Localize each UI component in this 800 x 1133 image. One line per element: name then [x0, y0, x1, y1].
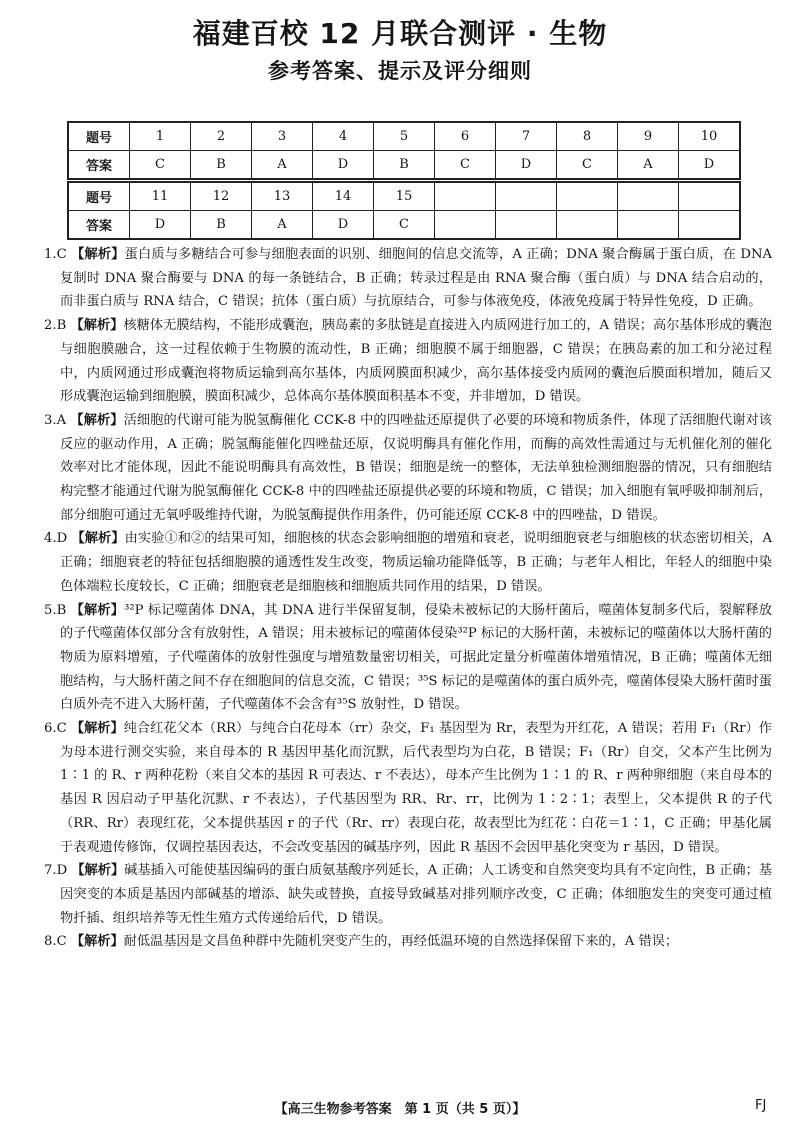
item-number: 5.B — [44, 602, 67, 618]
table-cell — [435, 211, 496, 240]
answer-header: 答案 — [68, 151, 130, 180]
table-cell: C — [130, 151, 191, 180]
table-cell — [557, 182, 618, 211]
table-cell: D — [313, 211, 374, 240]
explanation-item — [44, 599, 772, 718]
analysis-tag: 【解析】 — [70, 934, 124, 950]
table-cell: C — [374, 211, 435, 240]
explanation-item — [44, 243, 772, 314]
answer-header: 答案 — [68, 211, 130, 240]
table-cell: 7 — [496, 122, 557, 151]
item-text: 碱基插入可能使基因编码的蛋白质氨基酸序列延长，A 正确；人工诱变和自然突变均具有不定向性，B 正确；基因突变的本质是基因内部碱基的增添、缺失或替换，直接导致碱基对排列顺序改变，C 正确；体细胞发生的突变可通过植物扦插、组织培养等无性生殖方式传递给后代，D 错误。 — [60, 863, 772, 926]
analysis-tag: 【解析】 — [70, 721, 124, 737]
analysis-tag: 【解析】 — [71, 531, 125, 547]
item-number: 7.D — [44, 863, 68, 879]
table-cell: 2 — [191, 122, 252, 151]
table-cell: 1 — [130, 122, 191, 151]
table-cell: 11 — [130, 182, 191, 211]
table-cell: D — [496, 151, 557, 180]
footer-code: FJ — [755, 1098, 767, 1113]
question-number-header: 题号 — [68, 182, 130, 211]
table-row — [68, 151, 740, 180]
table-cell: 13 — [252, 182, 313, 211]
explanation-item — [44, 314, 772, 409]
table-cell: A — [252, 151, 313, 180]
table-cell: 9 — [618, 122, 679, 151]
explanation-item — [44, 930, 772, 954]
table-cell: 3 — [252, 122, 313, 151]
table-cell: D — [679, 151, 741, 180]
item-text: 耐低温基因是文昌鱼种群中先随机突变产生的，再经低温环境的自然选择保留下来的，A 错误； — [123, 934, 679, 950]
answer-table-2 — [67, 181, 741, 240]
table-cell — [679, 211, 741, 240]
table-cell: B — [374, 151, 435, 180]
table-cell — [618, 211, 679, 240]
explanation-item — [44, 527, 772, 598]
explanation-item — [44, 717, 772, 859]
table-row — [68, 211, 740, 240]
explanation-item — [44, 859, 772, 930]
table-cell: 5 — [374, 122, 435, 151]
table-cell: C — [435, 151, 496, 180]
item-text: 活细胞的代谢可能为脱氢酶催化 CCK-8 中的四唑盐还原提供了必要的环境和物质条件，体现了活细胞代谢对该反应的驱动作用，A 正确；脱氢酶能催化四唑盐还原，仅说明酶具有催化作用，而酶的高效性需通过与无机催化剂的催化效率对比才能体现，因此不能说明酶具有高效性，B 错误；细胞是统一的整体，无法单独检测细胞器的情况，只有细胞结构完整才能通过代谢为脱氢酶催化 CCK-8 中的四唑盐还原提供必要的环境和物质，C 错误；加入细胞有氧呼吸抑制剂后，部分细胞可通过无氧呼吸维持代谢，为脱氢酶提供作用条件，仍可能还原 CCK-8 中的四唑盐，D 错误。 — [60, 412, 772, 523]
page-subtitle: 参考答案、提示及评分细则 — [268, 59, 532, 83]
table-cell: 8 — [557, 122, 618, 151]
table-cell: 10 — [679, 122, 741, 151]
table-cell — [435, 182, 496, 211]
table-cell: C — [557, 151, 618, 180]
item-text: 蛋白质与多糖结合可参与细胞表面的识别、细胞间的信息交流等，A 正确；DNA 聚合酶属于蛋白质，在 DNA 复制时 DNA 聚合酶要与 DNA 的每一条链结合，B 正确；转录过程是由 RNA 聚合酶（蛋白质）与 DNA 结合启动的，而非蛋白质与 RNA 结合，C 错误；抗体（蛋白质）与抗原结合，可参与体液免疫，体液免疫属于特异性免疫，D 正确。 — [60, 247, 773, 310]
table-row — [68, 182, 740, 211]
item-number: 8.C — [44, 934, 67, 950]
table-cell: A — [618, 151, 679, 180]
item-text: 纯合红花父本（RR）与纯合白花母本（rr）杂交，F₁ 基因型为 Rr，表型为开红花，A 错误；若用 F₁（Rr）作为母本进行测交实验，来自母本的 R 基因甲基化而沉默，后代表型均为白花，B 错误；F₁（Rr）自交，父本产生比例为 1∶1 的 R、r 两种花粉（来自父本的基因 R 可表达、r 不表达），母本产生比例为 1∶1 的 R、r 两种卵细胞（来自母本的基因 R 因启动子甲基化沉默、r 不表达），子代基因型为 RR、Rr、rr，比例为 1∶2∶1；表型上，父本提供 R 的子代（RR、Rr）表现红花，父本提供基因 r 的子代（Rr、rr）表现白花，故表型比为红花∶白花＝1∶1，C 正确；甲基化属于表观遗传修饰，仅调控基因表达，不会改变基因的碱基序列，因此 R 基因不会因甲基化突变为 r 基因，D 错误。 — [60, 721, 772, 855]
table-cell — [618, 182, 679, 211]
analysis-tag: 【解析】 — [71, 247, 125, 262]
table-cell — [496, 182, 557, 211]
table-cell: 4 — [313, 122, 374, 151]
analysis-tag: 【解析】 — [70, 602, 125, 618]
item-text: 核糖体无膜结构，不能形成囊泡，胰岛素的多肽链是直接进入内质网进行加工的，A 错误；高尔基体形成的囊泡与细胞膜融合，这一过程依赖于生物膜的流动性，B 正确；细胞膜不属于细胞器，C 错误；在胰岛素的加工和分泌过程中，内质网通过形成囊泡将物质运输到高尔基体，内质网膜面积减少，高尔基体接受内质网的囊泡后膜面积增加，随后又形成囊泡运输到细胞膜，膜面积减少，总体高尔基体膜面积基本不变，并非增加，D 错误。 — [60, 318, 772, 405]
analysis-tag: 【解析】 — [70, 318, 124, 334]
table-cell — [557, 211, 618, 240]
explanation-list — [44, 243, 772, 954]
table-row — [68, 122, 740, 151]
answer-table-1 — [67, 121, 741, 180]
table-cell: 6 — [435, 122, 496, 151]
table-cell: 15 — [374, 182, 435, 211]
analysis-tag: 【解析】 — [70, 412, 124, 428]
table-cell: B — [191, 151, 252, 180]
table-cell: A — [252, 211, 313, 240]
item-number: 6.C — [44, 721, 67, 737]
item-number: 4.D — [44, 531, 68, 547]
table-cell: 14 — [313, 182, 374, 211]
table-cell: B — [191, 211, 252, 240]
table-cell: D — [130, 211, 191, 240]
analysis-tag: 【解析】 — [71, 863, 125, 879]
table-cell: D — [313, 151, 374, 180]
question-number-header: 题号 — [68, 122, 130, 151]
item-text: ³²P 标记噬菌体 DNA，其 DNA 进行半保留复制，侵染未被标记的大肠杆菌后，噬菌体复制多代后，裂解释放的子代噬菌体仅部分含有放射性，A 错误；用未被标记的噬菌体侵染³²P 标记的大肠杆菌，未被标记的噬菌体以大肠杆菌的物质为原料增殖，子代噬菌体的放射性强度与增殖数量密切相关，可据此定量分析噬菌体增殖情况，B 正确；噬菌体无细胞结构，与大肠杆菌之间不存在细胞间的信息交流，C 错误；³⁵S 标记的是噬菌体的蛋白质外壳，噬菌体侵染大肠杆菌时蛋白质外壳不进入大肠杆菌，子代噬菌体不会含有³⁵S 放射性，D 错误。 — [60, 602, 772, 713]
explanation-item — [44, 409, 772, 528]
table-cell — [679, 182, 741, 211]
item-text: 由实验①和②的结果可知，细胞核的状态会影响细胞的增殖和衰老，说明细胞衰老与细胞核的状态密切相关，A 正确；细胞衰老的特征包括细胞膜的通透性发生改变，物质运输功能降低等，B 正确；与老年人相比，年轻人的细胞中染色体端粒长度较长，C 正确；细胞衰老是细胞核和细胞质共同作用的结果，D 错误。 — [60, 531, 772, 594]
item-number: 1.C — [44, 247, 67, 262]
table-cell — [496, 211, 557, 240]
page-footer: 【高三生物参考答案 第 1 页（共 5 页）】 — [274, 1102, 526, 1117]
item-number: 3.A — [44, 412, 67, 428]
table-cell: 12 — [191, 182, 252, 211]
item-number: 2.B — [44, 318, 67, 334]
page-title: 福建百校 12 月联合测评 · 生物 — [192, 17, 608, 50]
